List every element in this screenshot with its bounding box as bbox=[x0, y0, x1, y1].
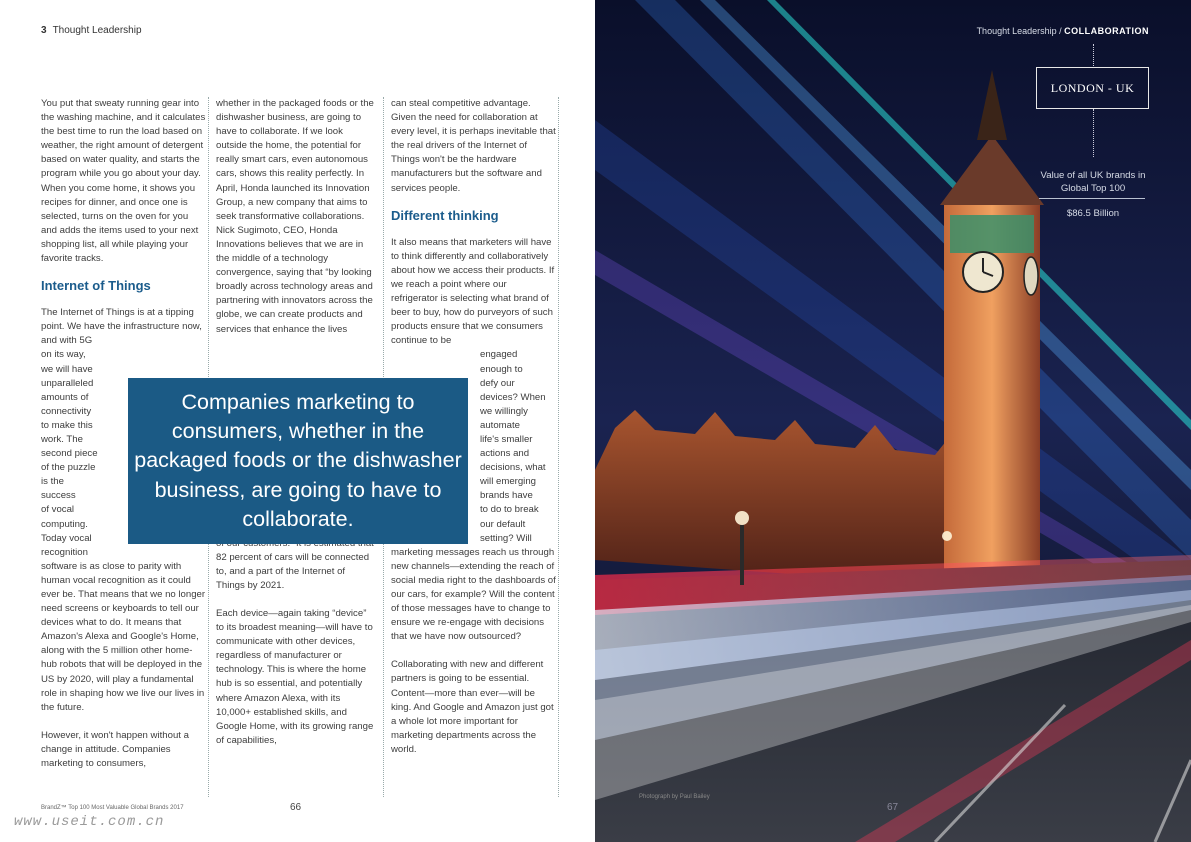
heading-internet-of-things: Internet of Things bbox=[41, 278, 151, 294]
section-label: Thought Leadership bbox=[52, 25, 142, 36]
column-divider bbox=[558, 97, 559, 797]
page-number-left: 66 bbox=[290, 802, 302, 813]
wrap-line: automate bbox=[480, 419, 521, 431]
wrapped-text bbox=[480, 348, 556, 545]
wrap-line: our default bbox=[480, 518, 526, 530]
photo-credit: Photograph by Paul Bailey bbox=[639, 794, 710, 800]
connector-line bbox=[1093, 44, 1094, 66]
body-paragraph: The Internet of Things is at a tipping point. We have the infrastructure now, and with 5G bbox=[41, 307, 202, 347]
page-index: 3 bbox=[41, 25, 47, 36]
wrap-line: Today vocal bbox=[41, 532, 92, 544]
footer-publication: BrandZ™ Top 100 Most Valuable Global Brands 2017 bbox=[41, 805, 184, 811]
pull-quote bbox=[128, 378, 468, 544]
right-page-photo bbox=[595, 0, 1191, 842]
wrap-line: we willingly bbox=[480, 405, 528, 417]
running-header-right bbox=[977, 26, 1149, 36]
wrap-line: computing. bbox=[41, 518, 88, 530]
heading-different-thinking: Different thinking bbox=[391, 207, 499, 223]
wrap-line: to do to break bbox=[480, 504, 539, 516]
location-label: LONDON - UK bbox=[1050, 80, 1135, 95]
wrapped-text bbox=[41, 348, 101, 559]
big-ben-night-photo bbox=[595, 0, 1191, 842]
wrap-line: work. The bbox=[41, 433, 83, 445]
wrap-line: defy our bbox=[480, 377, 515, 389]
wrap-line: engaged bbox=[480, 349, 518, 361]
wrap-line: amounts of bbox=[41, 391, 89, 403]
body-paragraph: 82 percent of cars will be connected to, and a part of the Internet of Things by 2021. bbox=[216, 551, 370, 591]
stat-value: $86.5 Billion bbox=[1066, 208, 1120, 219]
body-paragraph: It also means that marketers will have to think differently and collaboratively about how we access their products. If we reach a point where our refrigerator is selecting what brand of beer to buy, how do purveyors of such products ensure that we consumers continue to be bbox=[391, 236, 555, 347]
stat-label: Value of all UK brands in Global Top 100 bbox=[1040, 170, 1146, 194]
wrap-line: connectivity bbox=[41, 405, 92, 417]
wrap-line: on its way, bbox=[41, 349, 86, 361]
body-paragraph: However, it won't happen without a change in attitude. Companies marketing to consumers, bbox=[41, 729, 189, 770]
wrap-line: brands have bbox=[480, 490, 533, 502]
wrap-line: is the success bbox=[41, 476, 76, 502]
topic-label: COLLABORATION bbox=[1064, 26, 1149, 36]
wrap-line: to make this bbox=[41, 419, 93, 431]
connector-line bbox=[1093, 109, 1094, 157]
left-page bbox=[0, 0, 595, 842]
wrap-line: will emerging bbox=[480, 476, 536, 488]
location-box bbox=[1036, 67, 1149, 109]
wrap-line: devices? When bbox=[480, 391, 546, 403]
body-paragraph: software is as close to parity with human vocal recognition as it could ever be. That means that we no longer need screens or keyboards to tell our devices what to do. It means that Amazon's Alexa and Google's Home, along with the 5 million other home-hub robots that will be deployed in the US by 2020, will play a fundamental role in shaping how we live our lives in the future. bbox=[41, 560, 206, 713]
stat-rule bbox=[1039, 198, 1145, 199]
page-number-right: 67 bbox=[887, 802, 899, 813]
pull-quote-text: Companies marketing to consumers, whether in the packaged foods or the dishwasher business, are going to have to collaborate. bbox=[134, 389, 462, 531]
running-header-left bbox=[41, 25, 142, 36]
wrap-line: actions and bbox=[480, 448, 530, 460]
wrap-line: life's smaller bbox=[480, 433, 533, 445]
body-paragraph: whether in the packaged foods or the dishwasher business, are going to have to collaborate. If we look outside the home, the potential for really smart cars, even autonomous cars, shows this reality perfectly. In April, Honda launched its Innovation Group, a new company that aims to seek transformative collaborations. Nick Sugimoto, CEO, Honda Innovations believes that we are in the middle of a technology convergence, saying that “by looking broadly across technology areas and partnering with innovators across the globe, we can create products and services that enhance the lives bbox=[216, 98, 374, 335]
wrap-line: unparalleled bbox=[41, 377, 94, 389]
wrap-line: decisions, what bbox=[480, 462, 546, 474]
header-divider: / bbox=[1059, 26, 1062, 36]
body-paragraph: Each device—again taking “device” to its broadest meaning—will have to communicate with other devices, regardless of manufacturer or technology. This is where the home hub is so essential, and potentially where Amazon Alexa, with its 10,000+ established skills, and Google Home, with its growing range of capabilities, bbox=[216, 607, 374, 746]
body-paragraph: Collaborating with new and different partners is going to be essential. Content—more than ever—will be king. And Google and Amazon just got a whole lot more important for marketing departments across the world. bbox=[391, 659, 554, 755]
wrap-line: we will have bbox=[41, 363, 93, 375]
wrap-line: setting? Will bbox=[480, 532, 532, 544]
wrap-line: recognition bbox=[41, 546, 88, 558]
wrap-line: second piece bbox=[41, 448, 98, 460]
body-paragraph: You put that sweaty running gear into the washing machine, and it calculates the best time to run the load based on weather, the right amount of detergent based on water quality, and starts the program while you go about your day. When you come home, it shows you recipes for dinner, and once one is selected, turns on the oven for you and adds the items used to your next shopping list, all while playing your favorite tracks. bbox=[41, 98, 206, 265]
body-paragraph: can steal competitive advantage. Given the need for collaboration at every level, it is perhaps inevitable that the real drivers of the Internet of Things won't be the hardware manufacturers but the software and services people. bbox=[391, 98, 556, 194]
watermark: www.useit.com.cn bbox=[14, 814, 165, 830]
body-paragraph: marketing messages reach us through new channels—extending the reach of social media right to the dashboards of our cars, for example? Will the content of those messages have to change to ensure we re-engage with decisions that we have now outsourced? bbox=[391, 546, 556, 643]
wrap-line: of vocal bbox=[41, 504, 75, 516]
section-label: Thought Leadership bbox=[976, 26, 1057, 36]
wrap-line: of the puzzle bbox=[41, 462, 96, 474]
wrap-line: enough to bbox=[480, 363, 523, 375]
